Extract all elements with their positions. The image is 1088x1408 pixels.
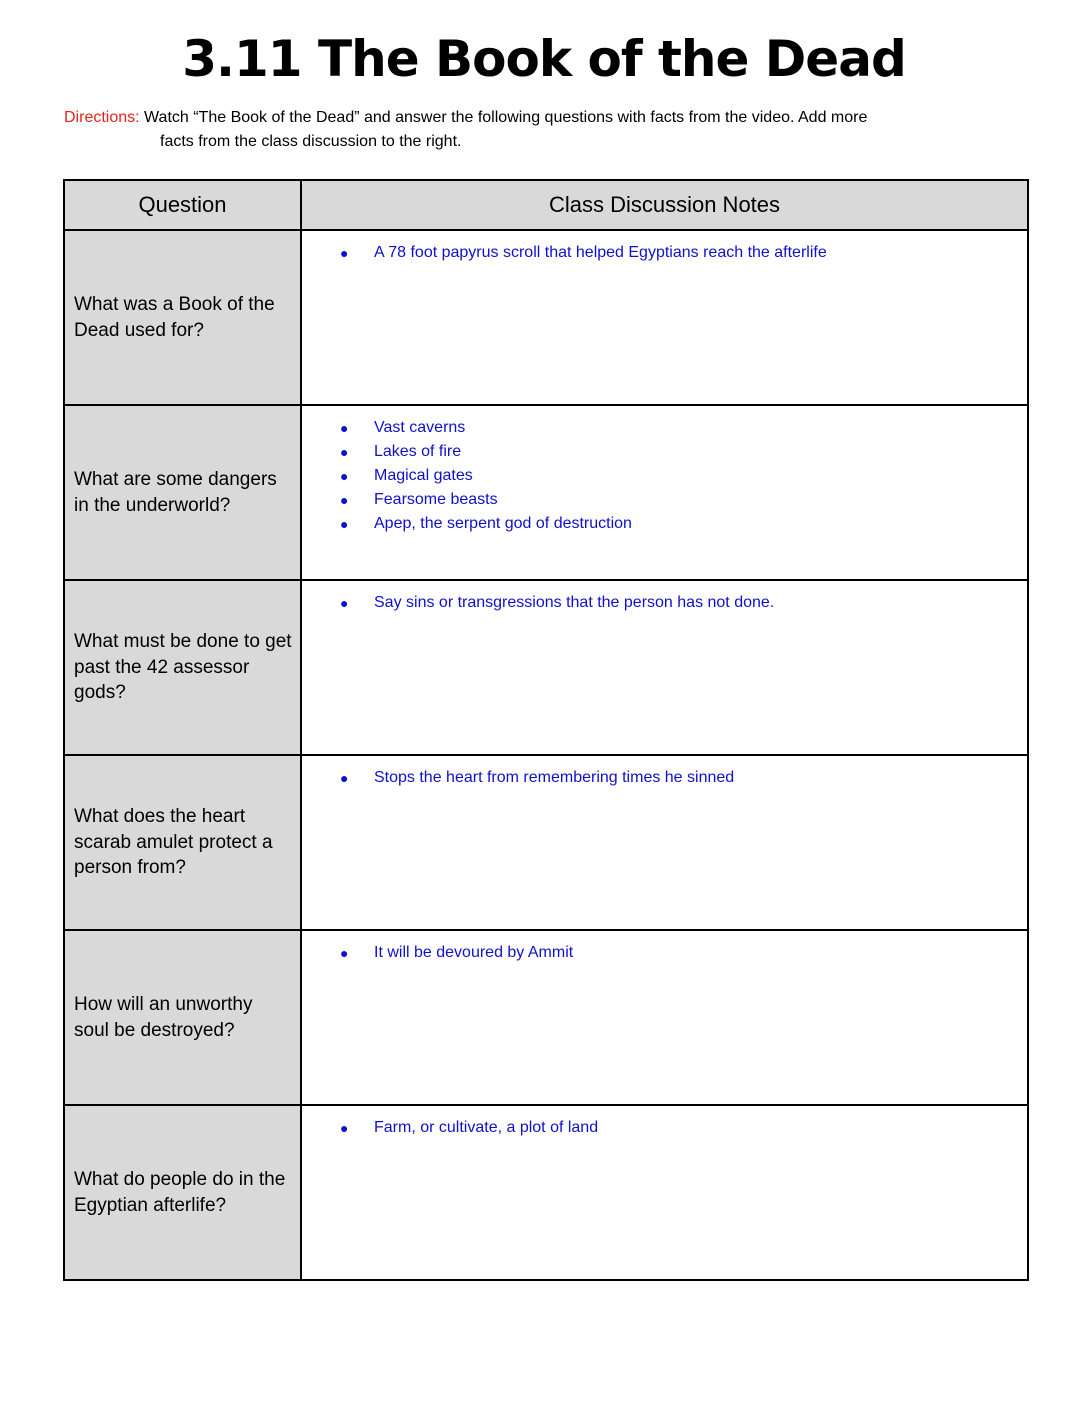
table-row [64, 405, 1028, 580]
bullet-icon: ● [340, 516, 349, 532]
fact-text: Lakes of fire [374, 443, 462, 460]
question-cell: What must be done to get past the 42 assessor gods? [64, 580, 301, 755]
notes-cell[interactable] [301, 930, 1028, 1105]
fact-text: Farm, or cultivate, a plot of land [374, 1119, 599, 1136]
table-row [64, 230, 1028, 405]
bullet-icon: ● [340, 770, 349, 786]
fact-text: A 78 foot papyrus scroll that helped Egyptians reach the afterlife [374, 244, 827, 261]
bullet-icon: ● [340, 1120, 349, 1136]
bullet-icon: ● [340, 420, 349, 436]
bullet-icon: ● [340, 492, 349, 508]
bullet-icon: ● [340, 468, 349, 484]
fact-text: Say sins or transgressions that the person has not done. [374, 594, 775, 611]
question-cell: What do people do in the Egyptian afterlife? [64, 1105, 301, 1280]
list-item [302, 591, 1007, 615]
fact-text: Stops the heart from remembering times he sinned [374, 769, 735, 786]
question-cell: What are some dangers in the underworld? [64, 405, 301, 580]
bullet-icon: ● [340, 245, 349, 261]
notes-cell[interactable] [301, 230, 1028, 405]
question-cell: What does the heart scarab amulet protect a person from? [64, 755, 301, 930]
notes-cell[interactable] [301, 580, 1028, 755]
directions-label: Directions: [64, 109, 140, 126]
notes-cell[interactable] [301, 755, 1028, 930]
bullet-icon: ● [340, 595, 349, 611]
list-item [302, 488, 1007, 512]
list-item [302, 941, 1007, 965]
table-row [64, 580, 1028, 755]
facts-list [302, 241, 1007, 265]
bullet-icon: ● [340, 945, 349, 961]
page-title: 3.11 The Book of the Dead [182, 30, 906, 88]
directions-text-line1: Watch “The Book of the Dead” and answer the following questions with facts from the video. Add more [144, 109, 868, 126]
facts-list [302, 1116, 1007, 1140]
list-item [302, 1116, 1007, 1140]
list-item [302, 464, 1007, 488]
fact-text: It will be devoured by Ammit [374, 944, 574, 961]
notes-cell[interactable] [301, 1105, 1028, 1280]
facts-list [302, 416, 1007, 536]
facts-list [302, 766, 1007, 790]
notes-cell[interactable] [301, 405, 1028, 580]
table-row [64, 755, 1028, 930]
question-cell: How will an unworthy soul be destroyed? [64, 930, 301, 1105]
table-row [64, 1105, 1028, 1280]
list-item [302, 512, 1007, 536]
table-row [64, 930, 1028, 1105]
fact-text: Apep, the serpent god of destruction [374, 515, 632, 532]
fact-text: Fearsome beasts [374, 491, 498, 508]
notes-column-header: Class Discussion Notes [301, 180, 1028, 230]
list-item [302, 440, 1007, 464]
directions-text-line2: facts from the class discussion to the right. [160, 133, 462, 150]
fact-text: Vast caverns [374, 419, 466, 436]
facts-list [302, 591, 1007, 615]
list-item [302, 241, 1007, 265]
directions [64, 106, 1024, 154]
question-column-header: Question [64, 180, 301, 230]
fact-text: Magical gates [374, 467, 473, 484]
list-item [302, 766, 1007, 790]
facts-list [302, 941, 1007, 965]
bullet-icon: ● [340, 444, 349, 460]
table-header-row [64, 180, 1028, 230]
question-cell: What was a Book of the Dead used for? [64, 230, 301, 405]
list-item [302, 416, 1007, 440]
discussion-table [63, 179, 1029, 1281]
